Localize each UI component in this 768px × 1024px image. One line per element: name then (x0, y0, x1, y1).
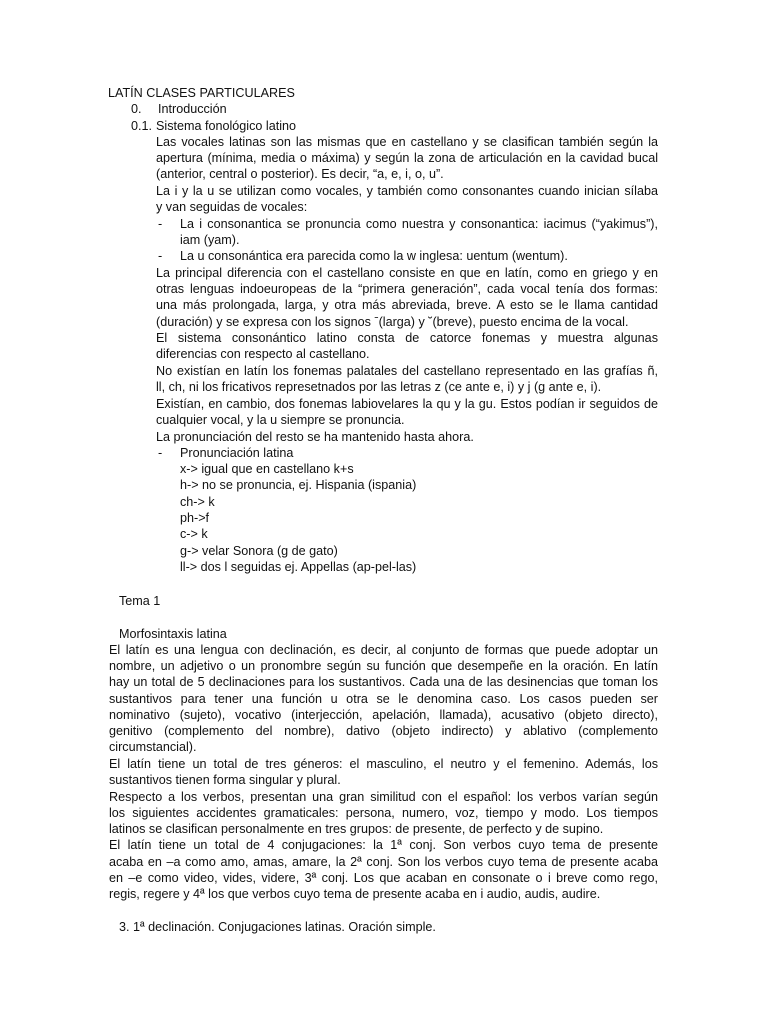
morfosintaxis-heading: Morfosintaxis latina (119, 627, 227, 641)
paragraph-line: circumstancial). (109, 740, 197, 754)
paragraph-line: El latín es una lengua con declinación, es decir, al conjunto de formas que puede adoptar un (109, 643, 658, 657)
pronunciation-item: h-> no se pronuncia, ej. Hispania (ispania) (180, 478, 417, 492)
paragraph-line: nominativo (sujeto), vocativo (interjección, apelación, llamada), acusativo (objeto directo), (109, 708, 658, 722)
paragraph-line: una más prolongada, larga, y otra más abreviada, breve. A esto se le llama cantidad (156, 298, 658, 312)
pronunciation-item: x-> igual que en castellano k+s (180, 462, 354, 476)
paragraph-line: (duración) y se expresa con los signos ˉ(larga) y ˘(breve), puesto encima de la vocal. (156, 315, 629, 329)
bullet-dash: - (158, 446, 163, 460)
bullet-line: Pronunciación latina (180, 446, 294, 460)
paragraph-line: sustantivos para tener una función u otra se le denomina caso. Los casos pueden ser (109, 692, 658, 706)
paragraph-line: El sistema consonántico latino consta de catorce fonemas y muestra algunas (156, 331, 658, 345)
section-01-number: 0.1. (131, 119, 153, 133)
paragraph-line: El latín tiene un total de tres géneros: el masculino, el neutro y el femenino. Además, los (109, 757, 658, 771)
next-section-heading: 3. 1ª declinación. Conjugaciones latinas. Oración simple. (119, 920, 436, 934)
paragraph-line: otras lenguas indoeuropeas de la “primera generación”, cada vocal tenía dos formas: (156, 282, 658, 296)
document-title: LATÍN CLASES PARTICULARES (108, 86, 295, 100)
paragraph-line: los siguientes accidentes gramaticales: persona, numero, voz, tiempo y modo. Los tiempos (109, 806, 658, 820)
pronunciation-item: ch-> k (180, 495, 215, 509)
bullet-line: La u consonántica era parecida como la w inglesa: uentum (wentum). (180, 249, 568, 263)
paragraph-line: hay un total de 5 declinaciones para los sustantivos. Cada una de las desinencias que toman los (109, 675, 658, 689)
paragraph-line: Las vocales latinas son las mismas que en castellano y se clasifican también según la (156, 135, 658, 149)
bullet-line: La i consonantica se pronuncia como nuestra y consonantica: iacimus (“yakimus”), (180, 217, 658, 231)
tema-heading: Tema 1 (119, 594, 161, 608)
section-01-title: Sistema fonológico latino (156, 119, 297, 133)
section-0-title: Introducción (158, 102, 227, 116)
bullet-dash: - (158, 249, 163, 263)
pronunciation-item: c-> k (180, 527, 208, 541)
paragraph-line: regis, regere y 4ª los que verbos cuyo tema de presente acaba en i audio, audis, audire. (109, 887, 601, 901)
paragraph-line: La principal diferencia con el castellano consiste en que en latín, como en griego y en (156, 266, 658, 280)
pronunciation-item: g-> velar Sonora (g de gato) (180, 544, 338, 558)
section-0-number: 0. (131, 102, 142, 116)
paragraph-line: en –e como video, vides, videre, 3ª conj. Los que acaban en consonate o i breve como rego, (109, 871, 658, 885)
paragraph-line: (anterior, central o posterior). Es decir, “a, e, i, o, u”. (156, 167, 444, 181)
paragraph-line: sustantivos tienen forma singular y plural. (109, 773, 341, 787)
paragraph-line: apertura (mínima, media o máxima) y según la zona de articulación en la cavidad bucal (156, 151, 658, 165)
paragraph-line: genitivo (complemento del nombre), dativo (objeto indirecto) y ablativo (complemento (109, 724, 658, 738)
paragraph-line: y van seguidas de vocales: (156, 200, 308, 214)
paragraph-line: latinos se clasifican personalmente en tres grupos: de presente, de perfecto y de supino. (109, 822, 604, 836)
paragraph-line: ll, ch, ni los fricativos represetnados por las letras z (ce ante e, i) y j (g ante e, i). (156, 380, 602, 394)
paragraph-line: La pronunciación del resto se ha mantenido hasta ahora. (156, 430, 474, 444)
pronunciation-item: ph->f (180, 511, 210, 525)
paragraph-line: La i y la u se utilizan como vocales, y también como consonantes cuando inician sílaba (156, 184, 658, 198)
pronunciation-item: ll-> dos l seguidas ej. Appellas (ap-pel-las) (180, 560, 417, 574)
paragraph-line: diferencias con respecto al castellano. (156, 347, 370, 361)
paragraph-line: nombre, un adjetivo o un pronombre según su función que desempeñe en la oración. En latín (109, 659, 658, 673)
paragraph-line: No existían en latín los fonemas palatales del castellano representado en las grafías ñ, (156, 364, 658, 378)
paragraph-line: Respecto a los verbos, presentan una gran similitud con el español: los verbos varían según (109, 790, 658, 804)
paragraph-line: El latín tiene un total de 4 conjugaciones: la 1ª conj. Son verbos cuyo tema de presente (109, 838, 658, 852)
paragraph-line: Existían, en cambio, dos fonemas labiovelares la qu y la gu. Estos podían ir seguidos de (156, 397, 658, 411)
bullet-line: iam (yam). (180, 233, 240, 247)
bullet-dash: - (158, 217, 163, 231)
paragraph-line: cualquier vocal, y la u siempre se pronuncia. (156, 413, 405, 427)
paragraph-line: acaba en –a como amo, amas, amare, la 2ª conj. Son los verbos cuyo tema de presente acaba (109, 855, 658, 869)
